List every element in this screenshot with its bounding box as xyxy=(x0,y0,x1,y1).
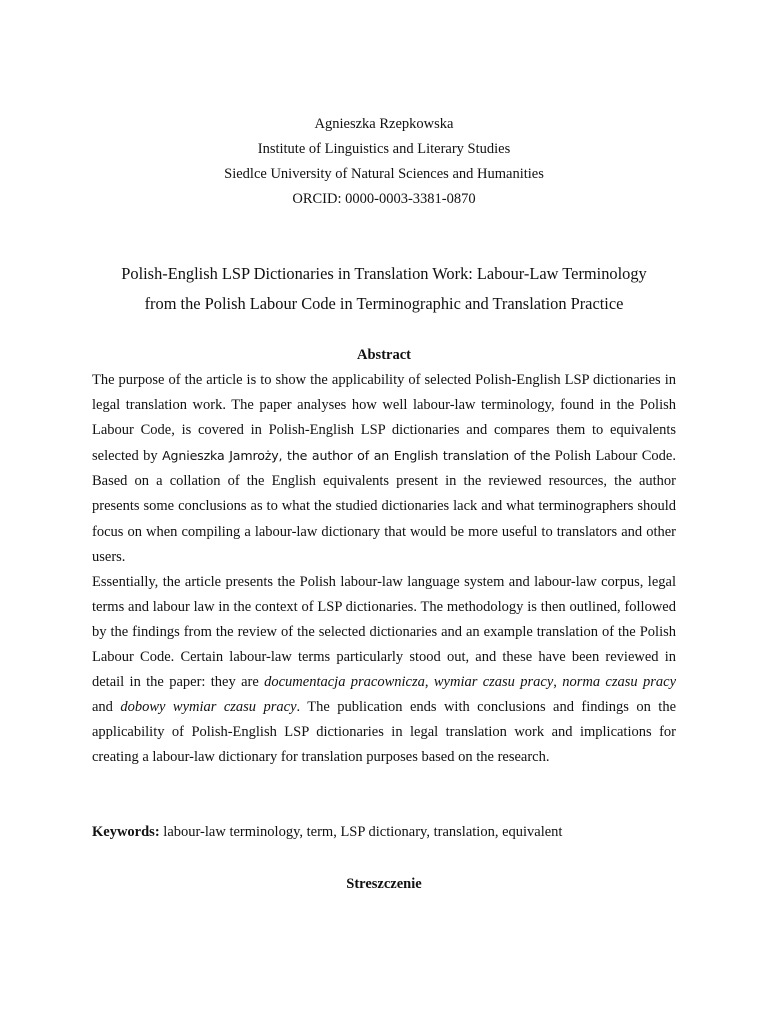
term-dobowy-wymiar-czasu-pracy: dobowy wymiar czasu pracy xyxy=(120,699,297,716)
term-norma-czasu-pracy: norma czasu pracy xyxy=(562,674,677,691)
term-documentacja-pracownicza: documentacja pracownicza xyxy=(264,674,425,691)
abstract-heading: Abstract xyxy=(357,347,411,363)
abstract-p2-text-a: Essentially, the article presents the Polish labour-law language system and labour-law corpus, legal terms and labour law in the context of LSP dictionaries. The methodology is then outlined, followed by the findings from the review of the selected dictionaries and an example translation of the Polish Labour Code. Certain labour-law terms particularly stood out, and these have been reviewed in detail in the paper: they are xyxy=(92,573,676,691)
streszczenie-heading: Streszczenie xyxy=(346,876,422,892)
title-line-2: from the Polish Labour Code in Terminographic and Translation Practice xyxy=(144,294,624,313)
term-separator-2: , xyxy=(553,674,563,691)
author-name: Agnieszka Rzepkowska xyxy=(314,116,454,132)
author-block xyxy=(0,112,768,212)
article-title xyxy=(60,259,708,319)
author-orcid: ORCID: 0000-0003-3381-0870 xyxy=(292,191,476,207)
abstract-p1-text-b: Polish Labour Code. Based on a collation of the English equivalents present in the reviewed resources, the author presents some conclusions as to what the studied dictionaries lack and what terminographers should focus on when compiling a labour-law dictionary that would be more useful to translators and other users. xyxy=(92,448,676,565)
abstract-p2-text-b: . The publication ends with conclusions and findings on the applicability of Polish-English LSP dictionaries in legal translation work and implications for creating a labour-law dictionary for translation purposes based on the research. xyxy=(92,699,677,766)
term-wymiar-czasu-pracy: wymiar czasu pracy xyxy=(433,674,554,691)
abstract-body xyxy=(92,368,676,771)
keywords-label: Keywords: xyxy=(92,824,160,840)
abstract-p1-text-a: The purpose of the article is to show the applicability of selected Polish-English LSP dictionaries in legal translation work. The paper analyses how well labour-law terminology, found in the Polish Labour Code, is covered in Polish-English LSP dictionaries and compares them to equivalents selected by xyxy=(92,372,676,465)
term-separator-3: and xyxy=(92,699,121,716)
title-line-1: Polish-English LSP Dictionaries in Translation Work: Labour-Law Terminology xyxy=(121,264,647,283)
keywords-text: labour-law terminology, term, LSP dictionary, translation, equivalent xyxy=(159,824,563,840)
abstract-paragraph-2 xyxy=(92,570,676,771)
abstract-paragraph-1 xyxy=(92,368,676,570)
term-separator-1: , xyxy=(424,674,434,691)
abstract-p1-sans-text: Agnieszka Jamroży, the author of an English translation of the xyxy=(162,448,551,464)
keywords-line xyxy=(92,820,676,844)
author-university: Siedlce University of Natural Sciences and Humanities xyxy=(224,166,544,182)
author-institute: Institute of Linguistics and Literary Studies xyxy=(257,141,511,157)
